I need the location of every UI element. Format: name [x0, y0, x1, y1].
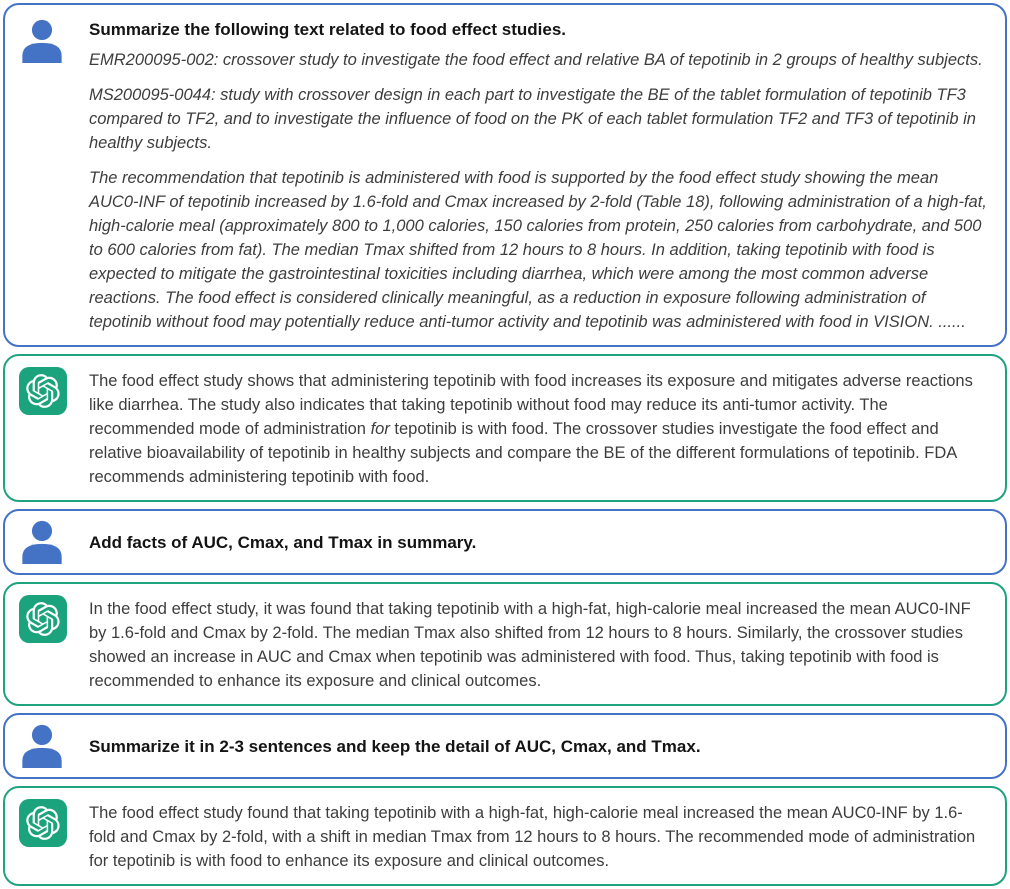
- chatgpt-logo-icon: [19, 367, 67, 415]
- message-content: [89, 367, 989, 489]
- assistant-avatar: [19, 367, 67, 415]
- user-avatar: [19, 517, 67, 567]
- user-prompt-text: Add facts of AUC, Cmax, and Tmax in summary.: [89, 533, 477, 552]
- user-avatar: [19, 721, 67, 771]
- message-content: [89, 733, 989, 759]
- user-prompt-text: Summarize the following text related to food effect studies.: [89, 20, 567, 39]
- chatgpt-logo-icon: [19, 595, 67, 643]
- chat-transcript: [0, 3, 1010, 886]
- message-content: [89, 529, 989, 555]
- assistant-message-3: [3, 786, 1007, 886]
- message-content: [89, 16, 989, 334]
- assistant-response-text: In the food effect study, it was found that taking tepotinib with a high-fat, high-calorie meal increased the mean AUC0-INF by 1.6-fold and Cmax by 2-fold. The median Tmax also shifted from 12 hours to 8 hours. Similarly, the crossover studies showed an increase in AUC and Cmax when tepotinib was administered with food. Thus, taking tepotinib with food is recommended to enhance its exposure and clinical outcomes.: [89, 600, 971, 690]
- chatgpt-logo-icon: [19, 799, 67, 847]
- message-content: [89, 595, 989, 693]
- user-message-2: [3, 509, 1007, 575]
- assistant-message-2: [3, 582, 1007, 706]
- user-prompt-text: Summarize it in 2-3 sentences and keep the detail of AUC, Cmax, and Tmax.: [89, 737, 701, 756]
- user-message-3: [3, 713, 1007, 779]
- user-avatar-icon: [19, 721, 65, 771]
- assistant-message-1: [3, 354, 1007, 502]
- user-avatar-icon: [19, 517, 65, 567]
- quoted-paragraph: EMR200095-002: crossover study to investigate the food effect and relative BA of tepotinib in 2 groups of healthy subjects.: [89, 51, 983, 69]
- assistant-response-text: The food effect study shows that administering tepotinib with food increases its exposure and mitigates adverse reactions like diarrhea. The study also indicates that taking tepotinib without food may reduce its anti-tumor activity. The recommended mode of administration for tepotinib is with food. The crossover studies investigate the food effect and relative bioavailability of tepotinib in healthy subjects and compare the BE of the different formulations of tepotinib. FDA recommends administering tepotinib with food.: [89, 372, 973, 486]
- user-message-1: [3, 3, 1007, 347]
- quoted-paragraph: MS200095-0044: study with crossover design in each part to investigate the BE of the tablet formulation of tepotinib TF3 compared to TF2, and to investigate the influence of food on the PK of each tablet formulation TF2 and TF3 of tepotinib in healthy subjects.: [89, 86, 976, 152]
- user-avatar: [19, 16, 67, 66]
- user-avatar-icon: [19, 16, 65, 66]
- assistant-response-text: The food effect study found that taking tepotinib with a high-fat, high-calorie meal increased the mean AUC0-INF by 1.6-fold and Cmax by 2-fold, with a shift in median Tmax from 12 hours to 8 hours. The recommended mode of administration for tepotinib is with food to enhance its exposure and clinical outcomes.: [89, 804, 976, 870]
- quoted-paragraph: The recommendation that tepotinib is administered with food is supported by the food effect study showing the mean AUC0-INF of tepotinib increased by 1.6-fold and Cmax increased by 2-fold (Table 18), following administration of a high-fat, high-calorie meal (approximately 800 to 1,000 calories, 150 calories from protein, 250 calories from carbohydrate, and 500 to 600 calories from fat). The median Tmax shifted from 12 hours to 8 hours. In addition, taking tepotinib with food is expected to mitigate the gastrointestinal toxicities including diarrhea, which were among the most common adverse reactions. The food effect is considered clinically meaningful, as a reduction in exposure following administration of tepotinib without food may potentially reduce anti-tumor activity and tepotinib was administered with food in VISION. ......: [89, 169, 987, 331]
- assistant-avatar: [19, 595, 67, 643]
- assistant-avatar: [19, 799, 67, 847]
